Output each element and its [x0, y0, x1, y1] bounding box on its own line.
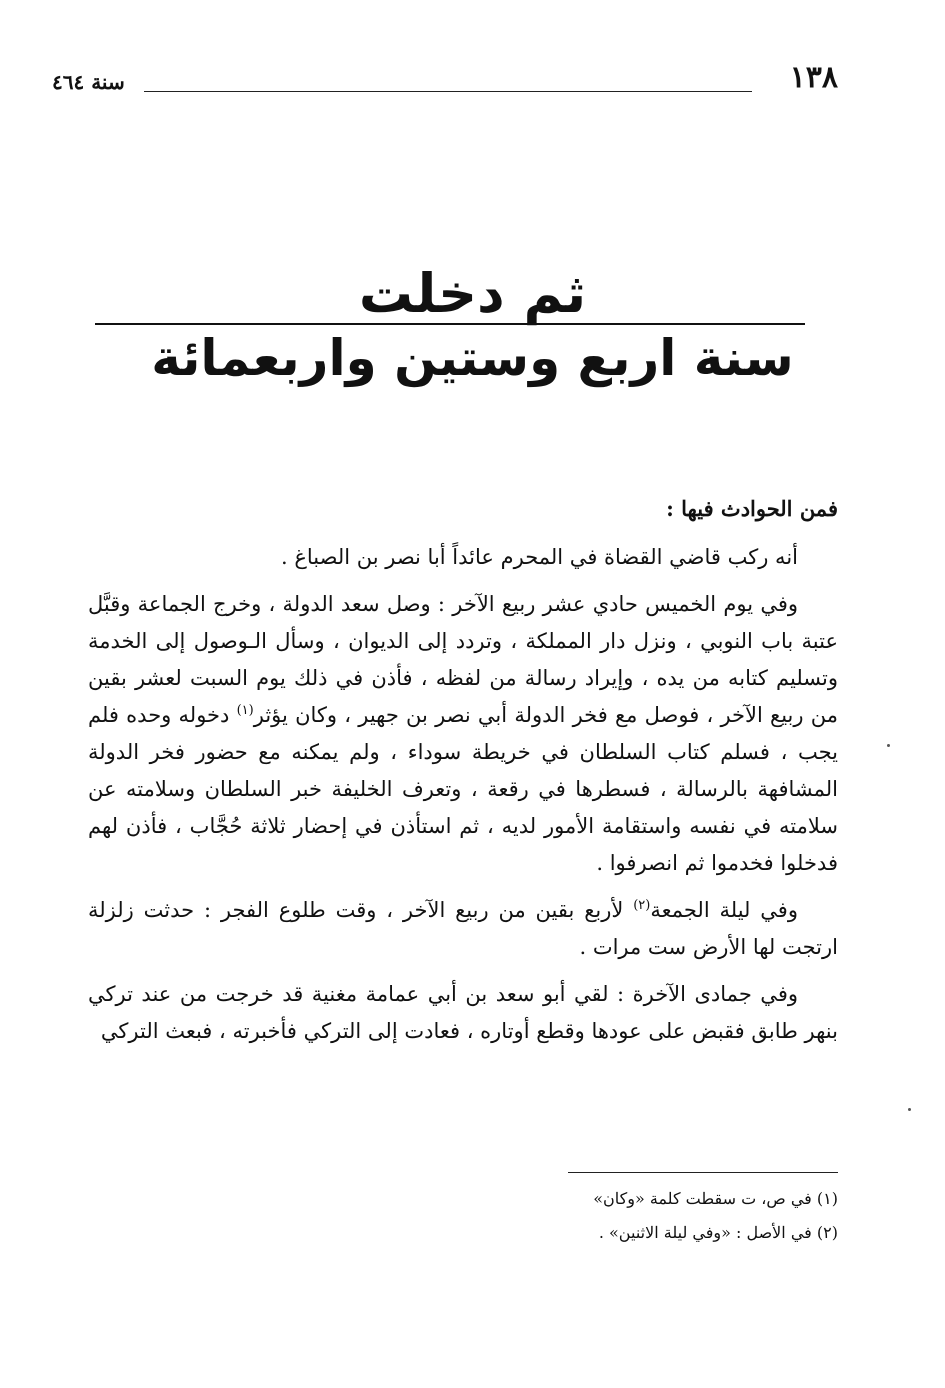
- scan-speck: [908, 1108, 911, 1111]
- footnote-rule: [568, 1172, 838, 1173]
- footnote-2: (٢) في الأصل : «وفي ليلة الاثنين» .: [598, 1223, 838, 1242]
- paragraph-2-part1: وفي يوم الخميس حادي عشر ربيع الآخر : وصل سعد الدولة ، وخرج الجماعة وقبَّل عتبة باب النوبي ، ونزل دار المملكة ، وتردد إلى الديوان ، وسأل الـوصول إلى الخدمة وتسليم كتابه من يده ، وإيراد رسالة من لفظه ، فأذن في ذلك يوم السبت لعشر بقين من ربيع الآخر ، فوصل مع فخر الدولة أبي نصر بن جهير ، وكان يؤثر: [88, 592, 838, 727]
- running-year-label: سنة ٤٦٤: [52, 70, 125, 94]
- paragraph-4: وفي جمادى الآخرة : لقي أبو سعد بن أبي عمامة مغنية قد خرجت من عند تركي بنهر طابق فقبض على عودها وقطع أوتاره ، فعادت إلى التركي فأخبرته ، فبعث التركي: [88, 982, 838, 1043]
- lead-heading: فمن الحوادث فيها :: [666, 496, 838, 521]
- paragraph-2-part2: دخوله وحده فلم يجب ، فسلم كتاب السلطان في خريطة سوداء ، ولم يمكنه مع حضور فخر الدولة المشافهة بالرسالة ، فسطرها في رقعة ، وتعرف الخليفة خبر السلطان وسلامته عن سلامته في نفسه واستقامة الأمور لديه ، ثم استأذن في إحضار ثلاثة حُجَّاب ، فأذن لهم فدخلوا فخدموا ثم انصرفوا .: [88, 703, 838, 875]
- paragraph-3-part2: لأربع بقين من ربيع الآخر ، وقت طلوع الفجر : حدثت زلزلة ارتجت لها الأرض ست مرات .: [88, 898, 838, 959]
- scan-speck: [887, 744, 890, 747]
- footnote-ref-2: (٢): [633, 898, 651, 913]
- footnote-1: (١) في ص، ت سقطت كلمة «وكان»: [593, 1189, 838, 1208]
- running-header: [52, 58, 838, 108]
- page-number: ١٣٨: [789, 60, 838, 95]
- body-text: [88, 490, 838, 1060]
- title-divider: [95, 323, 805, 325]
- paragraph-1: أنه ركب قاضي القضاة في المحرم عائداً أبا نصر بن الصباغ .: [281, 545, 798, 569]
- footnotes: [420, 1182, 838, 1250]
- header-rule: [144, 91, 752, 92]
- footnote-ref-1: (١): [236, 703, 254, 718]
- paragraph-3: [88, 892, 838, 966]
- chapter-title-line1: ثم دخلت: [358, 262, 587, 325]
- paragraph-3-part1: وفي ليلة الجمعة: [650, 898, 798, 922]
- chapter-title-line2: سنة اربع وستين واربعمائة: [151, 329, 794, 387]
- paragraph-2: [88, 586, 838, 882]
